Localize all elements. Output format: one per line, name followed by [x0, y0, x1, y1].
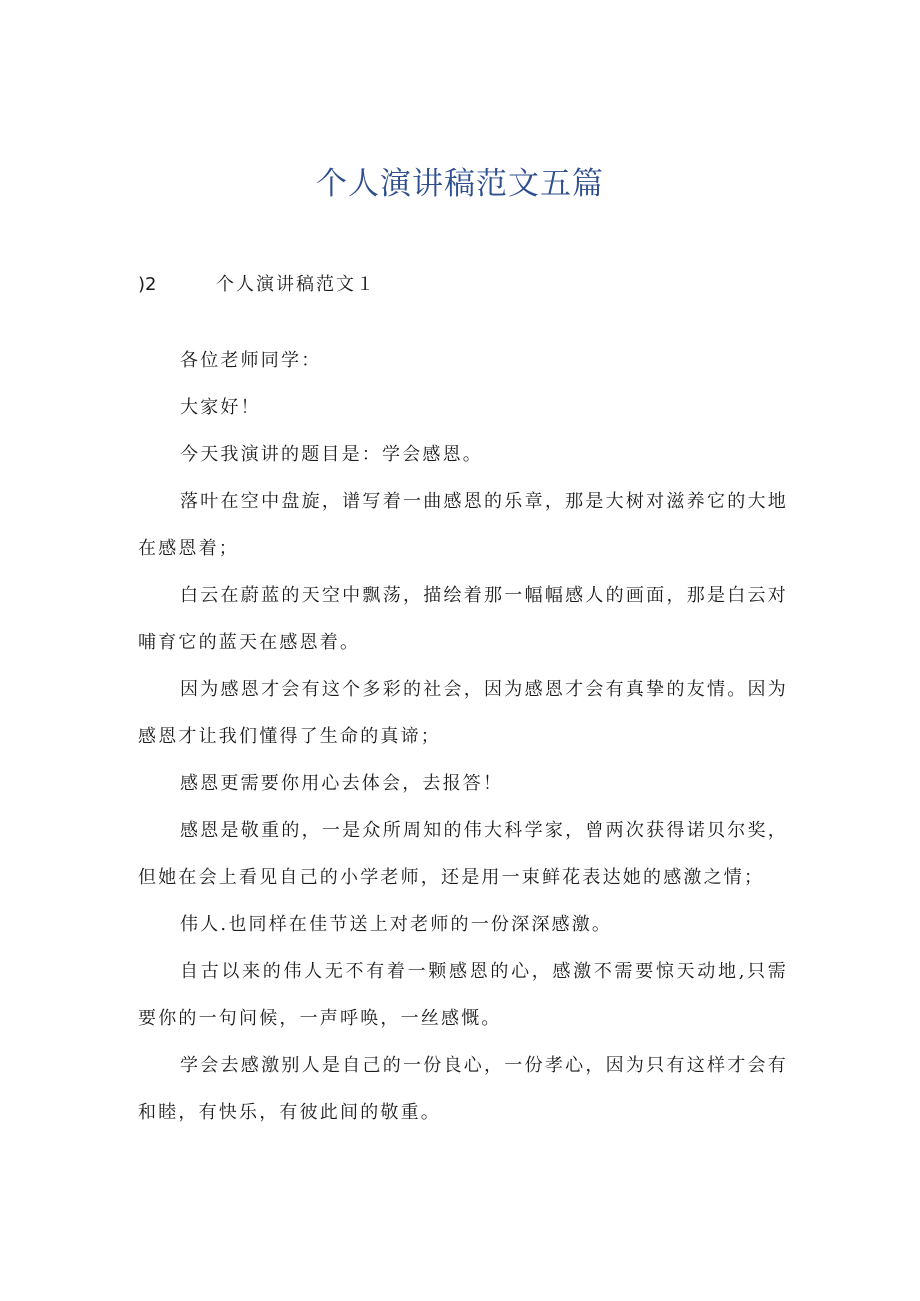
- paragraph-topic: 今天我演讲的题目是：学会感恩。: [180, 444, 483, 465]
- paragraph-salutation: 各位老师同学：: [180, 350, 322, 371]
- section-marker: )2: [138, 274, 157, 295]
- paragraph: 因为感恩才会有这个多彩的社会，因为感恩才会有真挚的友情。因为感恩才让我们懂得了生命的真谛；: [138, 679, 788, 747]
- paragraph: 伟人.也同样在佳节送上对老师的一份深深感激。: [180, 914, 613, 935]
- paragraph-greeting: 大家好！: [180, 397, 261, 418]
- paragraph: 白云在蔚蓝的天空中飘荡，描绘着那一幅幅感人的画面，那是白云对哺育它的蓝天在感恩着。: [138, 585, 788, 653]
- paragraph: 感恩更需要你用心去体会，去报答！: [180, 773, 504, 794]
- paragraph: 自古以来的伟人无不有着一颗感恩的心，感激不需要惊天动地,只需要你的一句问候，一声呼唤，一丝感慨。: [138, 961, 788, 1029]
- paragraph: 落叶在空中盘旋，谱写着一曲感恩的乐章，那是大树对滋养它的大地在感恩着；: [138, 491, 788, 559]
- body-text: [138, 337, 788, 1136]
- section-title: 个人演讲稿范文１: [216, 274, 376, 295]
- paragraph: 感恩是敬重的，一是众所周知的伟大科学家，曾两次获得诺贝尔奖，但她在会上看见自己的小学老师，还是用一束鲜花表达她的感激之情；: [138, 820, 788, 888]
- paragraph: 学会去感激别人是自己的一份良心，一份孝心，因为只有这样才会有和睦，有快乐，有彼此间的敬重。: [138, 1055, 788, 1123]
- document-title: 个人演讲稿范文五篇: [316, 166, 604, 202]
- section-heading: [138, 270, 376, 300]
